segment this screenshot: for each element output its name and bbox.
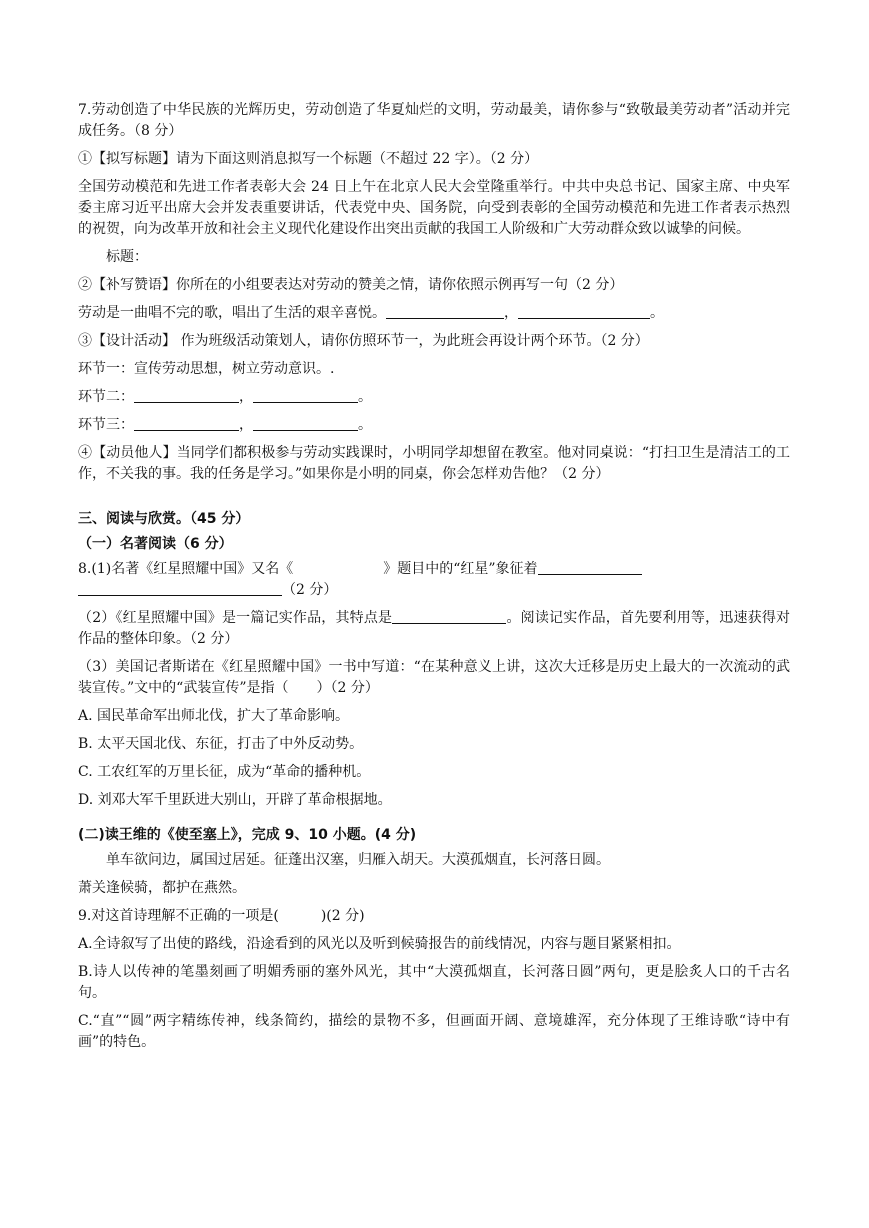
period: 。 xyxy=(650,305,664,321)
q7-task4: ④【动员他人】当同学们都积极参与劳动实践课时，小明同学却想留在教室。他对同桌说：“打扫卫生是清洁工的工作，不关我的事。我的任务是学习。”如果你是小明的同桌，你会怎样劝告他？（2 分） xyxy=(78,445,790,482)
q8-part2 xyxy=(78,608,790,650)
q9-stem: 9.对这首诗理解不正确的一项是( )(2 分) xyxy=(78,908,365,924)
section-three-heading: 三、阅读与欣赏。（45 分） xyxy=(78,511,250,527)
comma: ， xyxy=(239,389,253,405)
q8-1-text-b: 》题目中的“红星”象征着 xyxy=(383,561,538,577)
classics-reading-heading: （一）名著阅读（6 分） xyxy=(78,536,233,552)
q8-option-c: C. 工农红军的万里长征，成为“革命的播种机。 xyxy=(78,764,371,780)
q7-task3: ③【设计活动】 作为班级活动策划人，请你仿照环节一，为此班会再设计两个环节。（2 分） xyxy=(78,333,649,349)
q8-option-a: A. 国民革命军出师北伐，扩大了革命影响。 xyxy=(78,708,350,724)
comma: ， xyxy=(239,417,253,433)
exam-page xyxy=(78,100,790,1060)
q8-part3: （3）美国记者斯诺在《红星照耀中国》一书中写道：“在某种意义上讲，这次大迁移是历史上最大的一次流动的武装宣传。”文中的“武装宣传”是指（ ）（2 分） xyxy=(78,659,790,696)
answer-blank[interactable] xyxy=(253,415,358,431)
answer-blank[interactable] xyxy=(253,387,358,403)
answer-blank[interactable] xyxy=(134,415,239,431)
q8-part1 xyxy=(78,559,790,601)
period: 。 xyxy=(358,417,372,433)
step-three-label: 环节三： xyxy=(78,417,134,433)
q8-1-score: （2 分） xyxy=(282,582,338,598)
q7-task2: ②【补写赞语】你所在的小组要表达对劳动的赞美之情，请你依照示例再写一句（2 分） xyxy=(78,277,624,293)
poem-line-2: 萧关逢候骑，都护在燕然。 xyxy=(78,880,246,896)
q8-1-text-a: 8.(1)名著《红星照耀中国》又名《 xyxy=(78,561,294,577)
answer-blank[interactable] xyxy=(78,580,282,596)
period: 。 xyxy=(358,389,372,405)
q7-intro: 7.劳动创造了中华民族的光辉历史，劳动创造了华夏灿烂的文明，劳动最美，请你参与“致敬最美劳动者”活动并完成任务。（8 分） xyxy=(78,102,790,139)
q8-option-d: D. 刘邓大军千里跃进大别山，开辟了革命根据地。 xyxy=(78,792,392,808)
answer-blank[interactable] xyxy=(538,559,642,575)
step-one: 环节一：宣传劳动思想，树立劳动意识。. xyxy=(78,361,335,377)
praise-line xyxy=(78,303,790,324)
q8-2-text-a: （2）《红星照耀中国》是一篇记实作品，其特点是 xyxy=(78,610,393,626)
q9-option-b: B.诗人以传神的笔墨刻画了明媚秀丽的塞外风光，其中“大漠孤烟直，长河落日圆”两句，更是脍炙人口的千古名句。 xyxy=(78,964,790,1001)
news-passage: 全国劳动模范和先进工作者表彰大会 24 日上午在北京人民大会堂隆重举行。中共中央总书记、国家主席、中央军委主席习近平出席大会并发表重要讲话，代表党中央、国务院，向受到表彰的全国劳动模范和先进工作者表示热烈的祝贺，向为改革开放和社会主义现代化建设作出突出贡献的我国工人阶级和广大劳动群众致以诚挚的问候。 xyxy=(78,179,790,237)
q8-option-b: B. 太平天国北伐、东征，打击了中外反动势。 xyxy=(78,736,364,752)
praise-example: 劳动是一曲唱不完的歌，唱出了生活的艰辛喜悦。 xyxy=(78,305,386,321)
poem-heading: (二)读王维的《使至塞上》，完成 9、10 小题。(4 分) xyxy=(78,827,417,843)
q9-option-a: A.全诗叙写了出使的路线，沿途看到的风光以及听到候骑报告的前线情况，内容与题目紧紧相扣。 xyxy=(78,936,681,952)
answer-blank[interactable] xyxy=(386,303,504,319)
poem-line-1: 单车欲问边，属国过居延。征蓬出汉塞，归雁入胡天。大漠孤烟直，长河落日圆。 xyxy=(106,852,610,868)
title-answer-line xyxy=(78,247,790,268)
step-two xyxy=(78,387,790,408)
answer-blank[interactable] xyxy=(392,608,506,624)
comma: ， xyxy=(504,305,518,321)
title-label: 标题： xyxy=(106,249,148,265)
q7-task1: ①【拟写标题】请为下面这则消息拟写一个标题（不超过 22 字）。（2 分） xyxy=(78,151,539,167)
step-three xyxy=(78,415,790,436)
answer-blank[interactable] xyxy=(518,303,650,319)
answer-blank[interactable] xyxy=(134,387,239,403)
step-two-label: 环节二： xyxy=(78,389,134,405)
q9-option-c: C.“直”“圆”两字精练传神，线条简约，描绘的景物不多，但画面开阔、意境雄浑，充分体现了王维诗歌“诗中有画”的特色。 xyxy=(78,1013,790,1050)
q8-2-text-b: 。阅读记实作品，首先要利用等，迅速获得对作品的整体印象。（2 分） xyxy=(78,610,791,647)
